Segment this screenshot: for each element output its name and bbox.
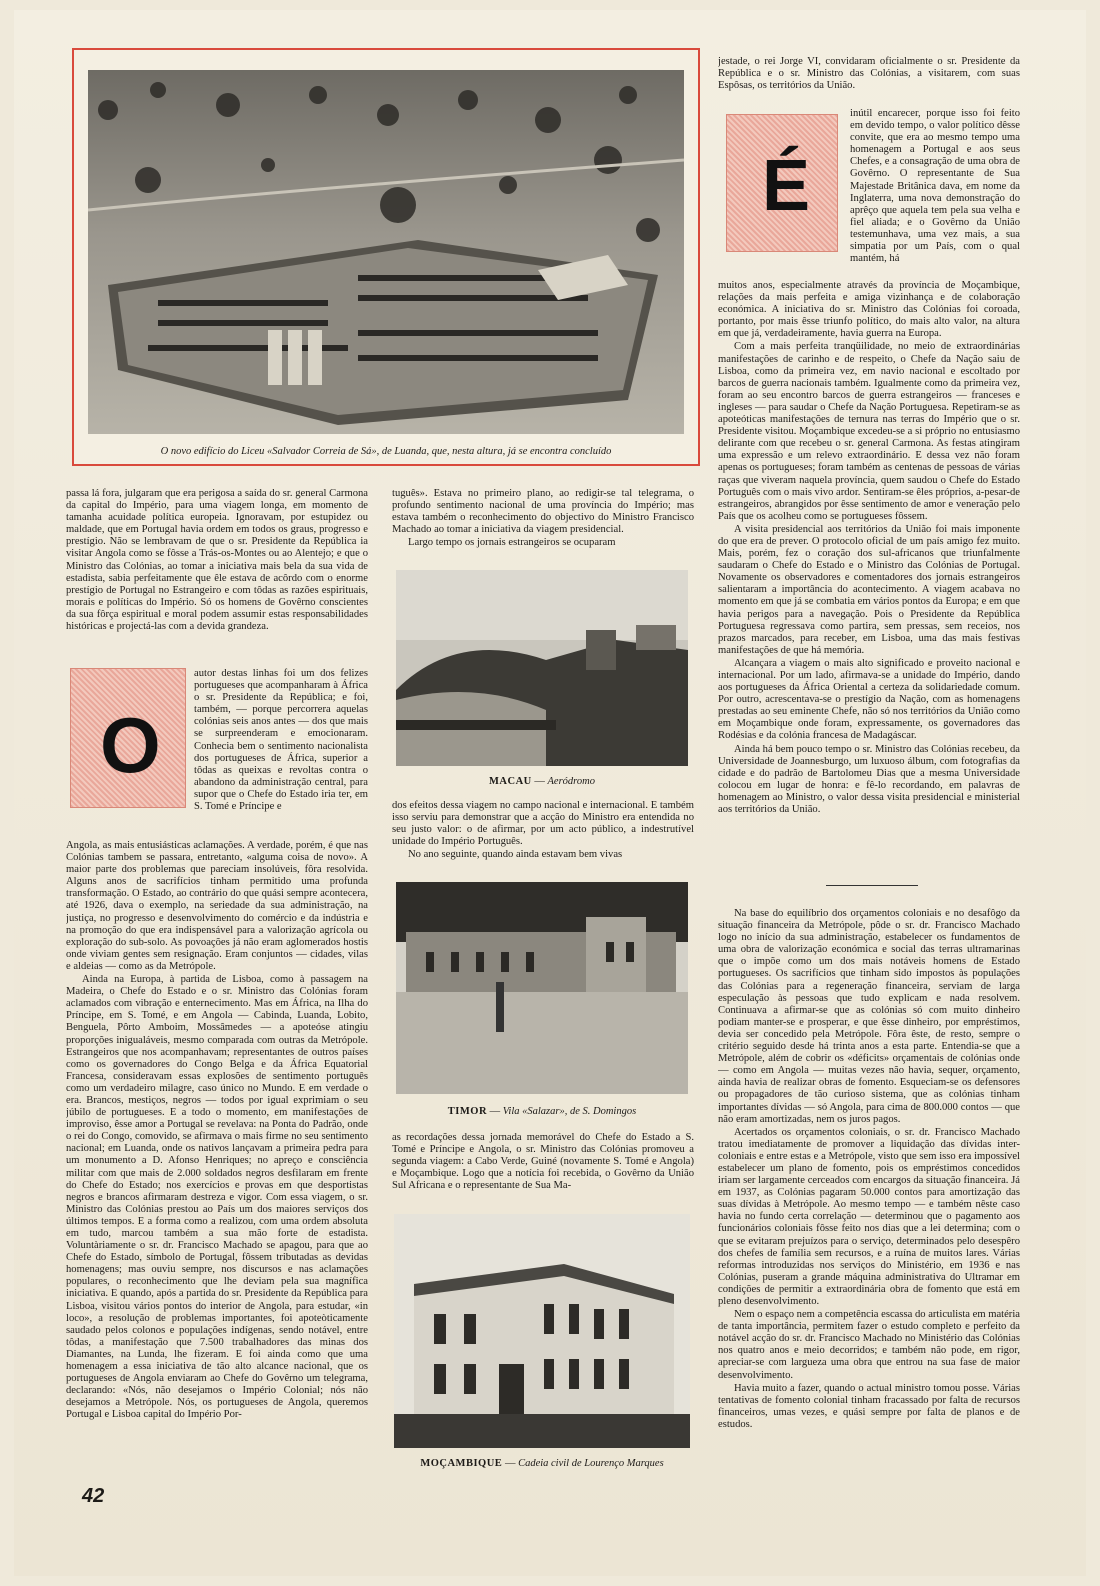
caption-place: MACAU — [489, 776, 532, 787]
paragraph: tuguês». Estava no primeiro plano, ao redigir-se tal telegrama, o profundo sentimento nacional de uma província do Império; mas estava também o reconhecimento do objectivo do Ministro Francisco Machado ao tomar a iniciativa da viagem presidencial. — [392, 488, 694, 536]
caption-description: Vila «Salazar», de S. Domingos — [502, 1106, 637, 1117]
paragraph: muitos anos, especialmente através da província de Moçambique, relações da mais perfeita e amiga vizinhança e de colaboração económica. A iniciativa do sr. Ministro das Colónias foi coroada, portanto, por mais êsse triunfo político, do mais alto valor, na altura em que já, verdadeiramente, havia guerra na Europa. — [718, 280, 1020, 340]
paragraph: jestade, o rei Jorge VI, convidaram oficialmente o sr. Presidente da República e o sr. Ministro das Colónias, a visitarem, com suas Espôsas, os territórios da União. — [718, 56, 1020, 92]
paragraph: Havia muito a fazer, quando o actual ministro tomou posse. Várias tentativas de fomento colonial tinham fracassado por falta de recursos financeiros, umas vezes, e quási sempre por falta de planos e de estudos. — [718, 1382, 1020, 1430]
column-2-middle — [392, 800, 694, 868]
paragraph: Acertados os orçamentos coloniais, o sr. dr. Francisco Machado tratou imediatamente de promover a liquidação das dívidas inter-coloniais e entre estas e a Metrópole, visto que sem isso era impossível estabelecer um plano de fomento, pois os empréstimos concedidos iriam ser largamente cerceados com encargos da situação financeira. Já em 1937, as Colónias pagaram 50.000 contos para amortização das suas dívidas à Metrópole. Ao mesmo tempo — e também nêste caso havia no fundo certa correlação — determinou que o pagamento aos funcionários coloniais fôsse feito nos dias que a lei determina; com o que se evitaram prejuízos para o serviço, determinados pelo desespêro dos chefes de família sem recursos, e a ruína de muitos lares. Várias reformas introduzidas nos serviços do Ministério, em 1936 e nas Colónias, puseram a grande máquina administrativa do Ultramar em condições de permitir a extraordinária obra de fomento que está em pleno desenvolvimento. — [718, 1126, 1020, 1307]
page-number: 42 — [82, 1485, 105, 1507]
paragraph: autor destas linhas foi um dos felizes portugueses que acompanharam à África o sr. Presidente da República; e foi, também, — porque percorrera aquelas colónias seis anos antes — dos que mais se surpreenderam e emocionaram. Conhecia bem o sentimento nacionalista dos portugueses de África, superior a tôdas as queixas e revoltas contra o abandono da administração central, para supor que o Chefe do Estado iria ter, em S. Tomé e Príncipe e — [194, 668, 368, 813]
caption-mocambique — [394, 1458, 690, 1469]
section-divider — [826, 885, 918, 886]
column-3-top — [718, 56, 1020, 96]
caption-description: Cadeia civil de Lourenço Marques — [518, 1458, 664, 1469]
photo-timor-vila-salazar — [396, 882, 688, 1094]
paragraph: as recordações dessa jornada memorável do Chefe do Estado a S. Tomé e Príncipe e Angola, o sr. Ministro das Colónias promoveu a segunda viagem: a Cabo Verde, Guiné (novamente S. Tomé e Angola) e Moçambique. Logo que a notícia foi recebida, o Govêrno da União Sul Africana e o representante de Sua Ma- — [392, 1132, 694, 1192]
caption-place: MOÇAMBIQUE — [420, 1458, 503, 1469]
paragraph: Alcançara a viagem o mais alto significado e proveito nacional e internacional. Por um lado, afirmava-se a unidade do Império, dando aos portugueses da África Oriental a certeza da solidariedade comum. Por outro, acrescentava-se o prestígio da Nação, com as homenagens prestadas ao seu eminente Chefe, não só nos territórios da União como em Moçambique onde foram, expressamente, os governadores das Rodésias e da colónia francesa de Madagáscar. — [718, 657, 1020, 742]
column-1-top — [66, 488, 368, 658]
paragraph: passa lá fora, julgaram que era perigosa a saída do sr. general Carmona da capital do Império, para uma viagem longa, em momento de tamanha acuidade política europeia. Ignoravam, por estupidez ou maldade, que em Portugal havia ordem em todos os graus, progresso e prestígio. Não se lembravam de que o sr. Presidente da República ia visitar Angola como se fôsse a Trás-os-Montes ou ao Alentejo; e que o Ministro das Colónias, ao tomar a iniciativa mais bela da sua vida de estadista, sabia perfeitamente que êle estava de acôrdo com o enorme prestígio de Portugal no Estrangeiro e com tôdas as razões espirituais, morais e políticas do Império. Só os homens de Govêrno conscientes da sua fôrça espiritual e moral podem assumir estas responsabilidades históricas e projectá-las com a devida grandeza. — [66, 488, 368, 633]
paragraph: No ano seguinte, quando ainda estavam bem vivas — [408, 849, 623, 861]
column-3-lower — [718, 908, 1020, 1470]
caption-description: Aeródromo — [547, 776, 595, 787]
photo-mocambique-cadeia — [394, 1214, 690, 1448]
hero-caption: O novo edifício do Liceu «Salvador Correia de Sá», de Luanda, que, nesta altura, já se encontra concluído — [160, 446, 612, 457]
hero-photo-liceu-luanda — [88, 70, 684, 434]
caption-place: TIMOR — [447, 1106, 488, 1117]
column-1-dropcap-text — [194, 668, 368, 840]
paragraph: inútil encarecer, porque isso foi feito em devido tempo, o valor político dêsse convite, que era ao mesmo tempo uma homenagem a Portugal e aos seus Chefes, e a consagração de uma obra de Govêrno. O representante de Sua Majestade Britânica dava, em nome da Inglaterra, uma nova demonstração do aprêço que aquela tem pela sua velha e fiel aliada; e o Govêrno da União testemunhava, uma vez mais, a sua simpatia por um País, com o qual mantém, há — [850, 108, 1020, 265]
caption-timor — [396, 1106, 688, 1117]
column-1-body — [66, 840, 368, 1473]
paragraph: Nem o espaço nem a competência escassa do articulista em matéria de tanta importância, permitem fazer o estudo completo e perfeito da notável acção do sr. dr. Francisco Machado no Ministério das Colónias nos quatro anos e meio decorridos; e também não pode, em rigor, apreciar-se com largueza uma obra que entrou na sua fase de maior desenvolvimento. — [718, 1309, 1020, 1381]
caption-separator: — — [487, 1106, 503, 1117]
caption-macau — [396, 776, 688, 787]
paragraph: Angola, as mais entusiásticas aclamações. A verdade, porém, é que nas Colónias tambem se passara, entretanto, «alguma coisa de novo». A maior parte dos problemas que pareciam insolúveis, fôra resolvida. Alguns anos de sacrifícios tinham permitido uma profunda transformação. O Estado, ao contrário do que quási sempre acontecera, até 1926, dava o exemplo, na seriedade da sua administração, na justiça, no progresso e desenvolvimento do comércio e da indústria e na promoção do que era indispensável para a valorização agrícola ou exploração do sub-solo. As povoações já não eram aglomerados hostis onde viviam gentes sem resignação. Eram conjuntos — cidades, vilas e aldeias — como as da Metrópole. — [66, 840, 368, 972]
dropcap-letter-o: O — [100, 701, 161, 789]
column-2-bottom — [392, 1132, 694, 1198]
paragraph: Largo tempo os jornais estrangeiros se ocuparam — [408, 537, 616, 549]
caption-separator: — — [531, 776, 548, 787]
photo-macau-aerodromo — [396, 570, 688, 766]
paragraph: Com a mais perfeita tranqüilidade, no meio de extraordinárias manifestações de carinho e de respeito, o Chefe da Nação saiu de Lisboa, como da primeira vez, em navio nacional e escoltado por barcos de guerra nacionais também. Igualmente como da primeira vez, foram ao seu encontro barcos de guerra estrangeiros — franceses e ingleses — para saudar o Chefe da Nação Portuguesa. Repetiram-se as apoteóticas manifestações de ternura nas terras do Império que o sr. Presidente visitou. Moçambique excedeu-se a si próprio no entusiasmo delirante com que recebeu o sr. general Carmona. As festas atingiram uma expressão e um relevo extraordinário. E dessa vez não foram apenas os portugueses; foram também as centenas de pessoas de várias raças que viveram naquela província, quem saudou o Chefe do Estado Português com o mais vivo ardor. Sentiram-se êles próprios, a-pesar-de estrangeiros, abrangidos por êsse sentimento de amor e veneração pelo País que os acolheu como se portugueses fôssem. — [718, 341, 1020, 522]
column-3-body — [718, 280, 1020, 862]
column-2-top — [392, 488, 694, 552]
paragraph: dos efeitos dessa viagem no campo nacional e internacional. E também isso serviu para demonstrar que a acção do Ministro era entendida no seu justo valor: o de afirmar, por um acto público, a indestrutível unidade do Império Português. — [392, 800, 694, 848]
caption-separator: — — [502, 1458, 519, 1469]
paragraph: A visita presidencial aos territórios da União foi mais imponente do que era de prever. O protocolo oficial de um país amigo fez muito. Mais, porém, fez o coração dos sul-africanos que triunfalmente saudaram o Chefe do Estado e o Ministro das Colónias de Portugal. Novamente os observadores e comentadores dos jornais estrangeiros salientaram a importância do acontecimento. A viagem acabava no momento em que já se combatia em vários pontos da Europa; e em que havia perigos para a navegação. Pois o Presidente da República Portuguesa regressava como partira, sem pressas, sem receios, nos prazos marcados, para receber, em Lisboa, uma das mais festivas manifestações de que há memória. — [718, 523, 1020, 656]
paragraph: Na base do equilíbrio dos orçamentos coloniais e no desafôgo da situação financeira da Metrópole, pôde o sr. dr. Francisco Machado logo no início da sua administração, estabelecer os fundamentos de uma obra de valorização económica e social das terras ultramarinas que o impõe como um dos mais notáveis homens de Estado portugueses. Os sacrifícios que tinham sido impostos às populações das Colónias para a regeneração financeira, serviam de larga especulação às pessoas que tudo explicam e nada resolvem. Continuava a afirmar-se que as colónias só com muito dinheiro podiam manter-se e prosperar, e que êsse dinheiro, por empréstimos, devia ser concedido pela Metrópole. Fôra êste, de resto, sempre o critério seguido desde há trinta anos a esta parte. Entendia-se que a Metrópole, além de cobrir os «déficits» orçamentais de colónias onde — como em Angola — muitas vezes não havia, sequer, orçamento, ainda havia de realizar obras de fomento. Esqueciam-se os defensores ou propagadores de tão curioso sistema, que as colónias tinham importantes dívidas — só Angola, para cima de 800.000 contos — que não eram amortizadas, nem os juros pagos. — [718, 908, 1020, 1125]
paragraph: Ainda há bem pouco tempo o sr. Ministro das Colónias recebeu, da Universidade de Joannesburgo, um luxuoso álbum, com fotografias da cidade e do padrão de Bartolomeu Dias que a mesma Universidade colocou em lugar de honra: e fê-lo recordando, em palavras de homenagem ao Ministro, o valor dessa visita presidencial e ministerial aos territórios da União. — [718, 743, 1020, 816]
column-3-dropcap-text — [850, 108, 1020, 280]
paragraph: Ainda na Europa, à partida de Lisboa, como à passagem na Madeira, o Chefe do Estado e o sr. Ministro das Colónias foram aclamados com vibração e enternecimento. Mas em África, na Ilha do Príncipe, em S. Tomé, e em Angola — Cabinda, Luanda, Lobito, Benguela, Pôrto Amboim, Mossâmedes — a apoteóse atingiu proporções inigualáveis, mesmo comparada com outras da Metrópole. Estrangeiros que nos acompanhavam; representantes de outros países como os governadores do Congo Belga e da África Equatorial Francesa, consideravam essas explosões de sentimento português como um verdadeiro milagre, caso único no Mundo. E em verdade o era. Brancos, mestiços, negros — todos por igual exprimiam o seu júbilo de portugueses. E a todo o momento, em manifestações de improviso, êsse amor a Portugal se revelava: na Ponta do Padrão, onde o rei do Congo, comovido, se afirmava o mais firme no seu sentimento nacional; em Luanda, onde os nativos lançavam a primeira pedra para um monumento a D. Afonso Henriques; no apreço e consciência militar com que mais de 2.000 soldados negros desfilaram em frente do Chefe do Estado; nos exercícios e provas em que desportistas negros e brancos afirmaram destreza e vigor. Com essa viagem, o sr. Ministro das Colónias prestou ao País um dos maiores serviços dos últimos tempos. E a forma como a realizou, com uma ordem absoluta em tudo, marcou também a sua mão forte de estadista. Voluntàriamente o sr. dr. Francisco Machado se apagou, para que ao Chefe do Estado, símbolo de Portugal, fôssem tributadas as devidas homenagens; mas ouviu sempre, nos discursos e nas aclamações populares, o reconhecimento que lhe deviam pela sua magnífica iniciativa. E quando, após a partida do sr. Presidente da República para Lisboa, visitou vários pontos do interior de Angola, para estudar, «in loco», a resolução de problemas importantes, foi apoteòticamente saudado pelos colonos e populações indígenas, sendo notável, entre tôdas, a manifestação que 7.500 trabalhadores das minas dos Diamantes, na Lunda, lhe fizeram. E foi ainda como que uma homenagem a essa iniciativa de tão alto alcance nacional, que os portugueses de Angola enviaram ao Chefe do Govêrno um telegrama, declarando: «Nós, não desejamos o Império Colonial; nós não desejamos a Metrópole. Nós, os portugueses de Angola, queremos Portugal e Lisboa capital do Império Por- — [66, 974, 368, 1421]
dropcap-letter-e: É — [762, 146, 811, 226]
